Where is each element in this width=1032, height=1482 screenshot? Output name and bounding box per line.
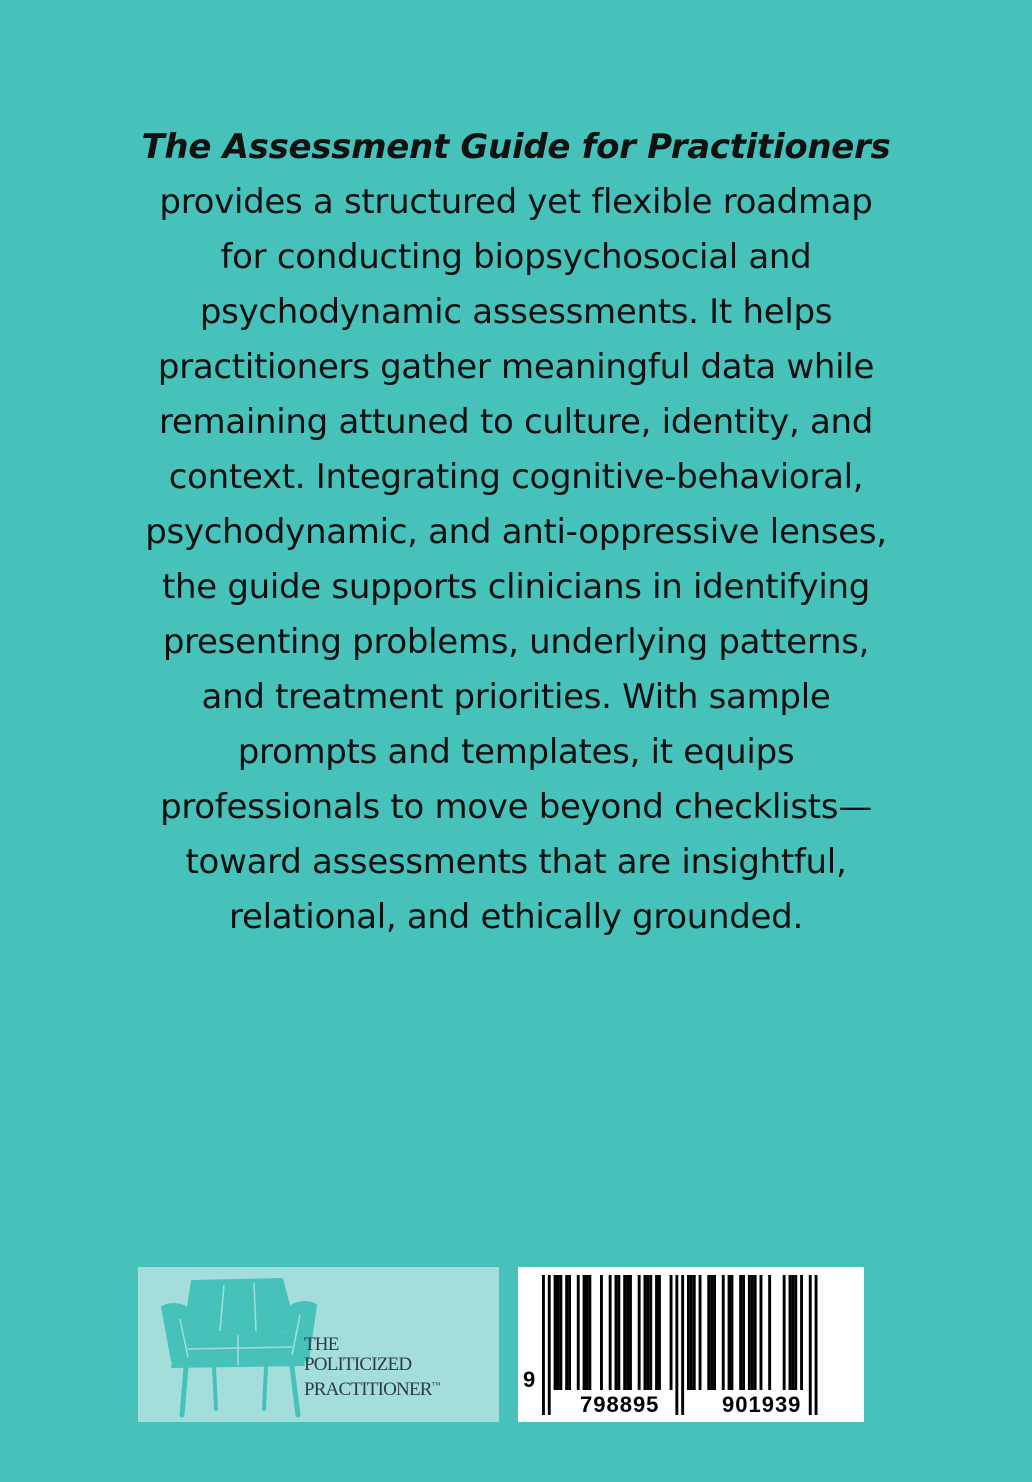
blurb-line: context. Integrating cognitive-behavioral, [168, 457, 864, 497]
publisher-line-politicized: POLITICIZED [304, 1354, 412, 1375]
blurb-line: the guide supports clinicians in identifying [161, 567, 871, 607]
barcode-bar [693, 1275, 696, 1390]
barcode-right-digits: 901939 [722, 1392, 802, 1417]
blurb-line: prompts and templates, it equips [237, 732, 795, 772]
barcode-bar [791, 1275, 794, 1390]
blurb-line: and treatment priorities. With sample [201, 677, 831, 717]
barcode-lead-digit: 9 [523, 1367, 536, 1392]
barcode-bar [707, 1275, 710, 1390]
barcode-bar [554, 1275, 557, 1390]
barcode-bar [655, 1275, 658, 1390]
barcode-bar [794, 1275, 797, 1390]
blurb-line: practitioners gather meaningful data while [157, 347, 875, 387]
book-title: The Assessment Guide for Practitioners [141, 127, 891, 167]
barcode-bar [615, 1275, 618, 1390]
publisher-wordmark [304, 1335, 440, 1400]
barcode-bar [768, 1275, 771, 1390]
barcode-bar [722, 1275, 725, 1390]
barcode-bar [548, 1275, 551, 1415]
blurb-line: toward assessments that are insightful, [185, 842, 847, 882]
barcode-bar [638, 1275, 641, 1390]
isbn-barcode [518, 1267, 864, 1422]
barcode-bar [710, 1275, 713, 1390]
barcode-bar [617, 1275, 620, 1390]
blurb-line: psychodynamic assessments. It helps [199, 292, 833, 332]
blurb-line: remaining attuned to culture, identity, and [158, 402, 874, 442]
barcode-bar [690, 1275, 693, 1390]
barcode-bar [675, 1275, 678, 1415]
blurb-line: presenting problems, underlying patterns, [162, 622, 870, 662]
barcode-bar [586, 1275, 589, 1390]
barcode-bar [557, 1275, 560, 1390]
barcode-bar [568, 1275, 571, 1390]
barcode-bar [751, 1275, 754, 1390]
barcode-bar [577, 1275, 580, 1390]
barcode-bar [644, 1275, 647, 1390]
barcode-bar [728, 1275, 731, 1390]
barcode-bar [649, 1275, 652, 1390]
barcode-bar [783, 1275, 786, 1390]
barcode-bar [583, 1275, 586, 1390]
barcode-bar [789, 1275, 792, 1390]
publisher-logo-panel [138, 1267, 499, 1422]
publisher-line-the: THE [304, 1334, 339, 1355]
barcode-bar [699, 1275, 702, 1390]
barcode-bar [588, 1275, 591, 1390]
barcode-bar [670, 1275, 673, 1390]
barcode-bar [600, 1275, 603, 1390]
armchair-icon [158, 1271, 320, 1419]
blurb-line: relational, and ethically grounded. [229, 897, 803, 937]
barcode-bar [809, 1275, 812, 1415]
barcode-bar [731, 1275, 734, 1390]
barcode-bar [713, 1275, 716, 1390]
barcode-bar [815, 1275, 818, 1415]
barcode-bar [800, 1275, 803, 1390]
blurb-line: for conducting biopsychosocial and [220, 237, 812, 277]
barcode-bar [609, 1275, 612, 1390]
barcode-bar [646, 1275, 649, 1390]
barcode-bar [629, 1275, 632, 1390]
barcode-bar [681, 1275, 684, 1415]
trademark-symbol: ™ [431, 1380, 440, 1390]
barcode-bar [687, 1275, 690, 1390]
blurb-line: professionals to move beyond checklists— [160, 787, 872, 827]
barcode-bar [760, 1275, 763, 1390]
blurb-line: provides a structured yet flexible roadmap [159, 182, 873, 222]
barcode-bar [739, 1275, 742, 1390]
barcode-bars [518, 1267, 864, 1422]
publisher-line-practitioner: PRACTITIONER™ [304, 1379, 440, 1400]
barcode-bar [626, 1275, 629, 1390]
blurb-line: psychodynamic, and anti-oppressive lenses, [145, 512, 887, 552]
barcode-left-digits: 798895 [580, 1392, 660, 1417]
barcode-bar [754, 1275, 757, 1390]
back-cover-blurb [96, 120, 936, 945]
barcode-bar [559, 1275, 562, 1390]
barcode-bar [658, 1275, 661, 1390]
barcode-bar [623, 1275, 626, 1390]
barcode-bar [748, 1275, 751, 1390]
barcode-bar [742, 1275, 745, 1390]
barcode-bar [542, 1275, 545, 1415]
barcode-bar [565, 1275, 568, 1390]
